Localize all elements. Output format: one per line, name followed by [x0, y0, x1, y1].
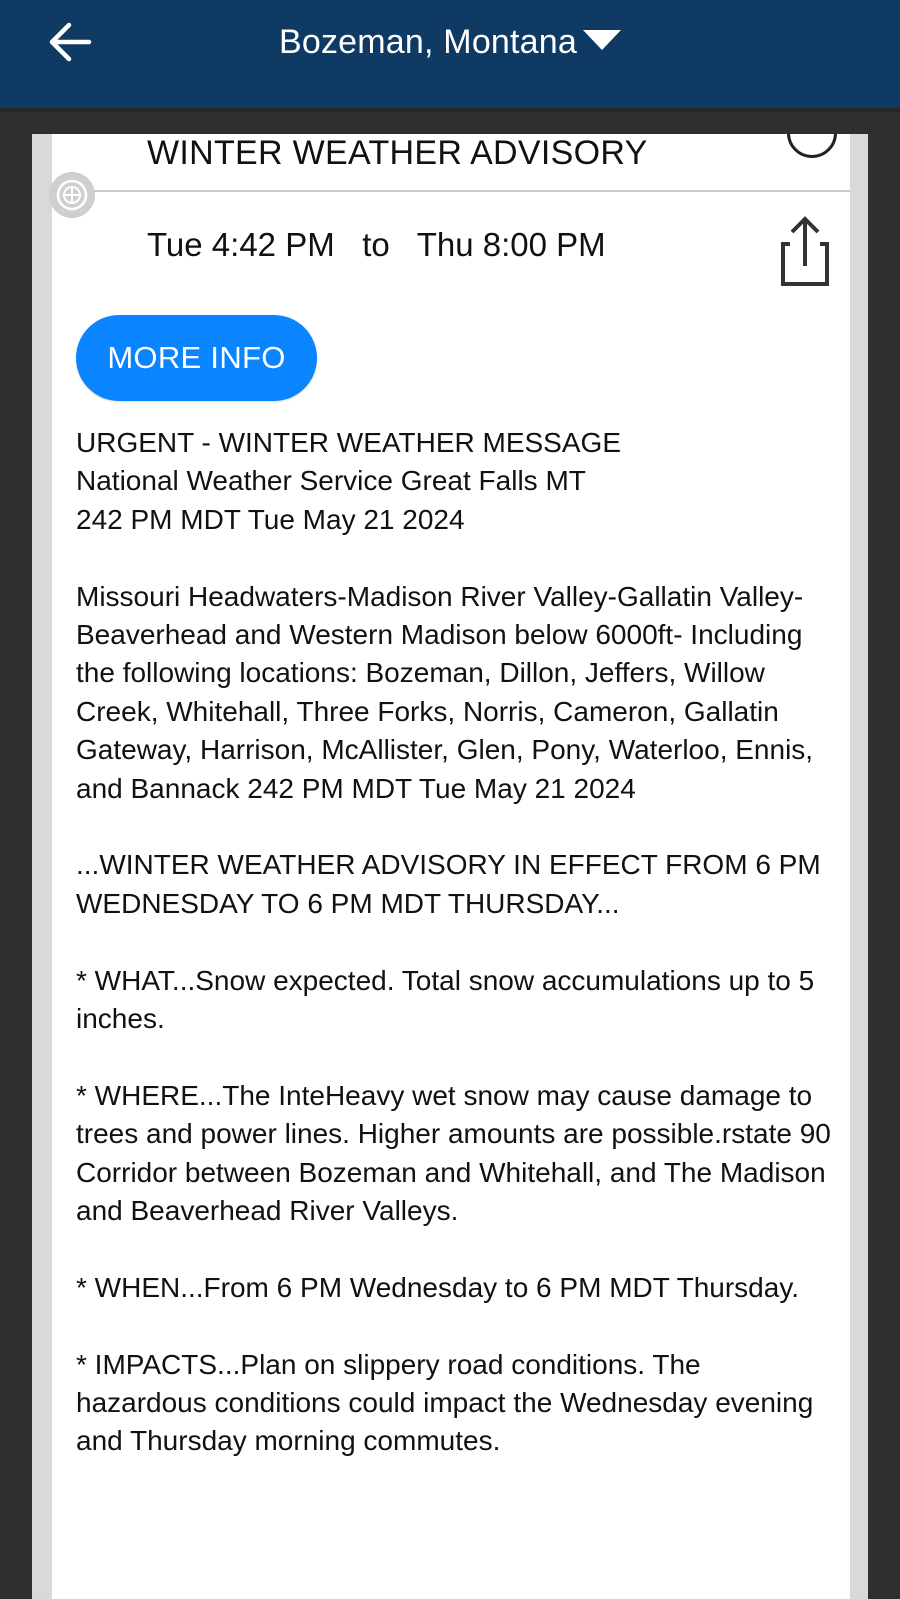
location-selector[interactable]: [0, 14, 900, 70]
app-bar-shadow: [0, 108, 900, 112]
message-paragraph-where: * WHERE...The InteHeavy wet snow may cause damage to trees and power lines. Higher amounts are possible.rstate 90 Corridor between Bozeman and Whitehall, and The Madison and Beaverhead River Valleys.: [76, 1079, 831, 1227]
message-header-line: 242 PM MDT Tue May 21 2024: [76, 503, 465, 535]
minus-circle-icon[interactable]: [787, 134, 837, 158]
badge-glyph: [55, 178, 89, 212]
message-paragraph-what: * WHAT...Snow expected. Total snow accumulations up to 5 inches.: [76, 964, 815, 1035]
more-info-button[interactable]: MORE INFO: [76, 315, 317, 401]
message-paragraph-when: * WHEN...From 6 PM Wednesday to 6 PM MDT Thursday.: [76, 1271, 800, 1303]
weather-service-badge-icon: [49, 172, 95, 218]
time-separator: to: [362, 226, 390, 263]
message-header-line: URGENT - WINTER WEATHER MESSAGE: [76, 427, 621, 458]
message-paragraph-areas: Missouri Headwaters-Madison River Valley-Gallatin Valley- Beaverhead and Western Madison below 6000ft- Including the following locations: Bozeman, Dillon, Jeffers, Willow Creek, Whitehall, Three Forks, Norris, Cameron, Gallatin Gateway, Harrison, McAllister, Glen, Pony, Waterloo, Ennis, and Bannack 242 PM MDT Tue May 21 2024: [76, 580, 814, 804]
location-label: Bozeman, Montana: [278, 22, 578, 61]
alert-start-time: Tue 4:42 PM: [147, 226, 335, 263]
alert-end-time: Thu 8:00 PM: [416, 226, 606, 263]
message-header: [76, 424, 836, 539]
message-header-line: National Weather Service Great Falls MT: [76, 465, 586, 497]
app-bar: [0, 0, 900, 108]
alert-card: [52, 134, 850, 1599]
message-paragraph-advisory: ...WINTER WEATHER ADVISORY IN EFFECT FROM 6 PM WEDNESDAY TO 6 PM MDT THURSDAY...: [76, 849, 821, 919]
alert-time-range: [147, 222, 606, 268]
alert-title: WINTER WEATHER ADVISORY: [147, 134, 648, 172]
share-icon: [770, 214, 834, 286]
caret-down-icon: [583, 30, 621, 50]
title-divider: [68, 190, 850, 192]
message-paragraph-impacts: * IMPACTS...Plan on slippery road conditions. The hazardous conditions could impact the Wednesday evening and Thursday morning commutes.: [76, 1348, 814, 1457]
share-button[interactable]: [770, 214, 834, 286]
alert-message: [76, 424, 836, 1461]
